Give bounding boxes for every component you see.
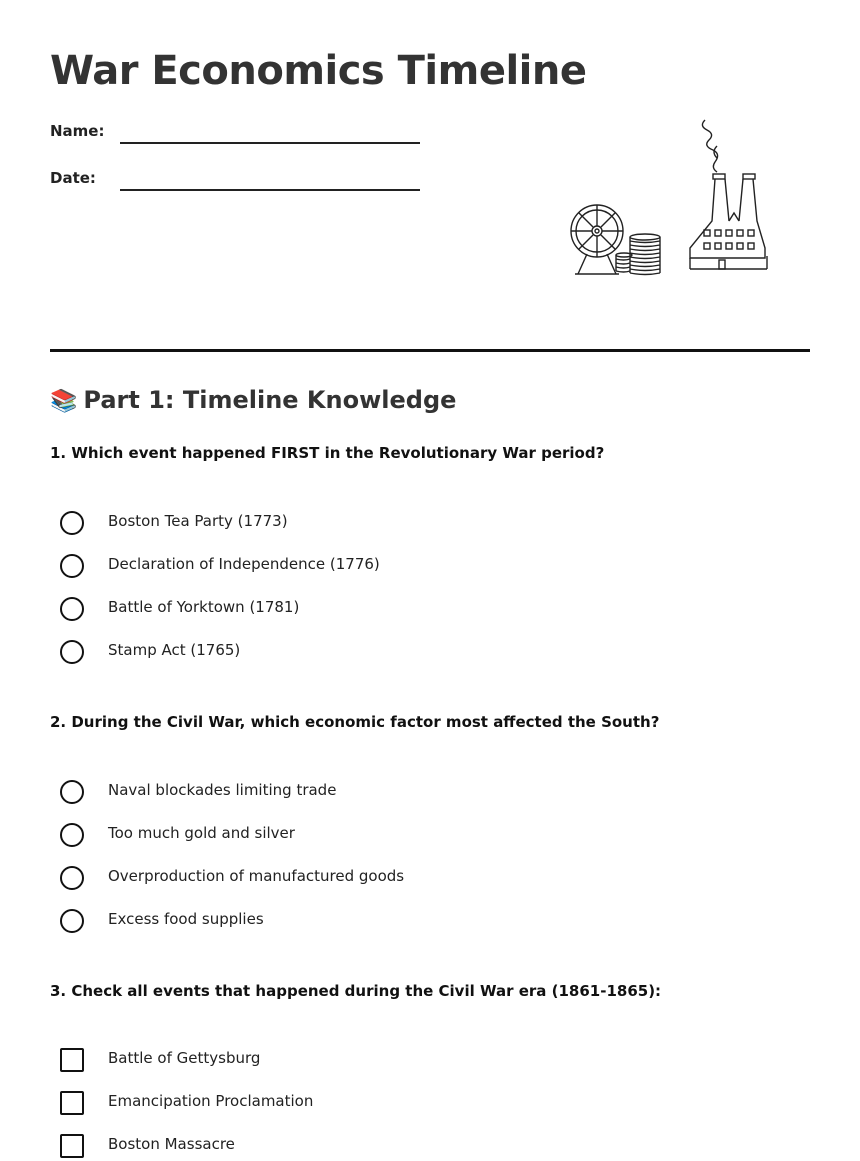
radio-button[interactable]: [60, 554, 84, 578]
option-label: Boston Massacre: [108, 1135, 235, 1153]
question-2-option[interactable]: [60, 909, 760, 935]
radio-button[interactable]: [60, 780, 84, 804]
checkbox[interactable]: [60, 1134, 84, 1158]
question-2-option[interactable]: [60, 823, 760, 849]
option-label: Emancipation Proclamation: [108, 1092, 314, 1110]
radio-button[interactable]: [60, 640, 84, 664]
question-3-option[interactable]: [60, 1091, 760, 1117]
question-2: 2. During the Civil War, which economic factor most affected the South?: [50, 713, 660, 731]
option-label: Naval blockades limiting trade: [108, 781, 337, 799]
option-label: Battle of Gettysburg: [108, 1049, 261, 1067]
ship-wheel-icon: [571, 205, 623, 274]
option-label: Stamp Act (1765): [108, 641, 241, 659]
option-label: Declaration of Independence (1776): [108, 555, 380, 573]
question-1: 1. Which event happened FIRST in the Revolutionary War period?: [50, 444, 605, 462]
question-1-option[interactable]: [60, 511, 760, 537]
radio-button[interactable]: [60, 909, 84, 933]
war-economics-illustration: [565, 118, 780, 278]
question-3: 3. Check all events that happened during the Civil War era (1861-1865):: [50, 982, 662, 1000]
checkbox[interactable]: [60, 1048, 84, 1072]
option-label: Boston Tea Party (1773): [108, 512, 288, 530]
section-divider: [50, 349, 810, 352]
question-2-option[interactable]: [60, 780, 760, 806]
name-field: [50, 122, 420, 152]
name-label: Name:: [50, 122, 105, 140]
question-2-option[interactable]: [60, 866, 760, 892]
question-3-option[interactable]: [60, 1134, 760, 1160]
question-1-option[interactable]: [60, 597, 760, 623]
question-1-option[interactable]: [60, 640, 760, 666]
radio-button[interactable]: [60, 597, 84, 621]
page-title: War Economics Timeline: [50, 48, 587, 94]
part1-heading-text: Part 1: Timeline Knowledge: [83, 386, 457, 414]
option-label: Overproduction of manufactured goods: [108, 867, 405, 885]
question-1-option[interactable]: [60, 554, 760, 580]
option-label: Too much gold and silver: [108, 824, 295, 842]
radio-button[interactable]: [60, 823, 84, 847]
factory-icon: [690, 120, 767, 269]
checkbox[interactable]: [60, 1091, 84, 1115]
part1-heading: [50, 386, 456, 414]
option-label: Excess food supplies: [108, 910, 264, 928]
radio-button[interactable]: [60, 866, 84, 890]
date-input-line[interactable]: [120, 189, 420, 191]
radio-button[interactable]: [60, 511, 84, 535]
date-field: [50, 169, 420, 199]
name-input-line[interactable]: [120, 142, 420, 144]
coin-stack-icon: [616, 234, 660, 275]
question-3-option[interactable]: [60, 1048, 760, 1074]
books-icon: 📚: [50, 389, 78, 414]
date-label: Date:: [50, 169, 96, 187]
option-label: Battle of Yorktown (1781): [108, 598, 300, 616]
